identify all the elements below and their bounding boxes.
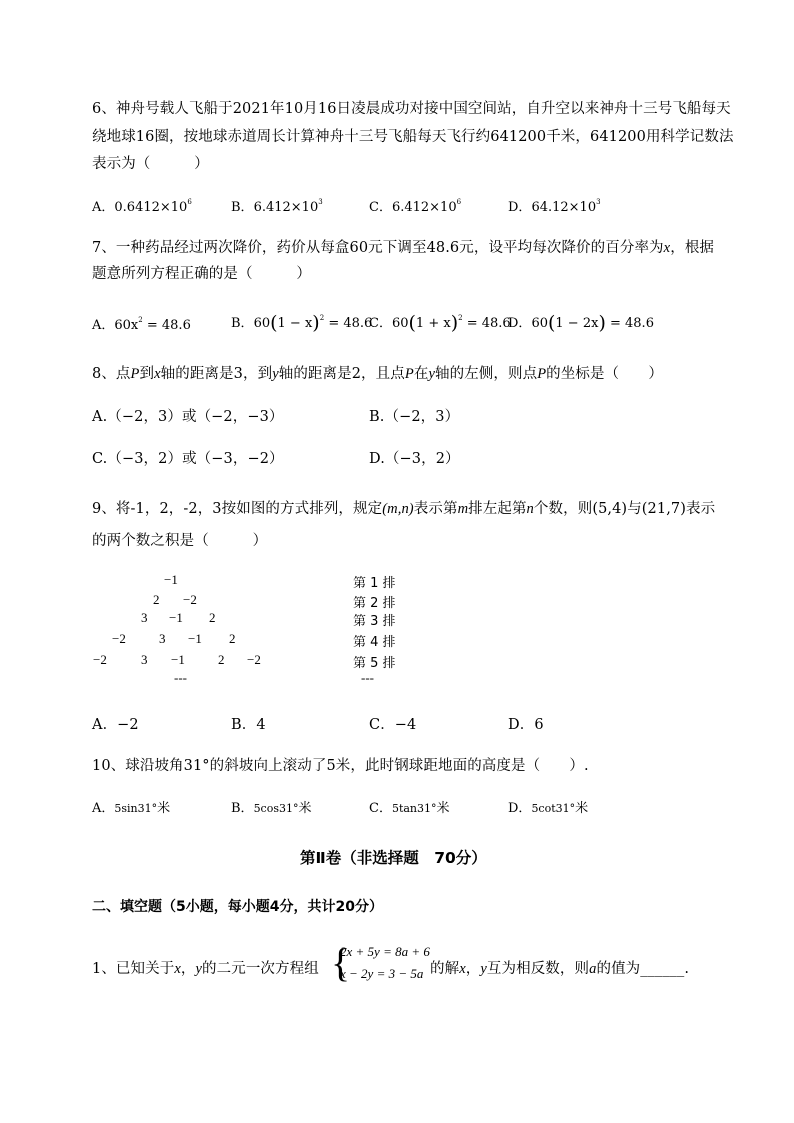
triangle-number: −1 xyxy=(169,610,183,625)
q7-option-b: B．$60(1 - x)^2 = 48.6$ xyxy=(231,312,373,334)
triangle-number: 3 xyxy=(159,631,166,646)
triangle-number: −2 xyxy=(183,592,197,607)
triangle-number: 2 xyxy=(218,652,225,667)
row-label: 第 5 排 xyxy=(353,656,396,671)
q8-option-d: D.（−3，2） xyxy=(369,451,460,467)
q6-line-2: 绕地球16圈，按地球赤道周长计算神舟十三号飞船每天飞行约641200千米，641200用科学记数法 xyxy=(92,129,734,145)
q10-option-a: A．5sin31°米 xyxy=(92,801,171,816)
section-title: 第Ⅱ卷（非选择题 70分） xyxy=(300,849,487,867)
q7-option-c: C．$60(1 + x)^2 = 48.6$ xyxy=(369,312,511,334)
triangle-number: −2 xyxy=(93,652,107,667)
q9-option-c: C．−4 xyxy=(369,717,417,733)
q8-line-1: 8、点P到x轴的距离是3，到y轴的距离是2，且点P在y轴的左侧，则点P的坐标是（ ） xyxy=(92,366,663,382)
triangle-number: 3 xyxy=(141,652,148,667)
q9-option-a: A．−2 xyxy=(92,717,139,733)
q9-option-d: D．6 xyxy=(508,717,544,733)
triangle-number: −2 xyxy=(112,631,126,646)
triangle-number: −1 xyxy=(188,631,202,646)
triangle-number: −1 xyxy=(164,572,178,587)
row-label: 第 4 排 xyxy=(353,635,396,650)
row-dots: --- xyxy=(361,670,374,685)
triangle-number: 3 xyxy=(141,610,148,625)
triangle-number: −2 xyxy=(247,652,261,667)
system-brace: { xyxy=(331,940,351,985)
triangle-number: 2 xyxy=(229,631,236,646)
q6-option-a: A．$0.6412\times 10^6$ xyxy=(92,198,192,215)
q7-option-d: D．60(1 − 2x) = 48.6 xyxy=(508,312,654,334)
q8-option-a: A.（−2，3）或（−2，−3） xyxy=(92,409,284,425)
row-label: 第 2 排 xyxy=(353,596,396,611)
q7-option-a: A．$60x^2 = 48.6$ xyxy=(92,316,191,333)
row-label: 第 1 排 xyxy=(353,576,396,591)
f1-text-start: 1、已知关于x，y的二元一次方程组 xyxy=(92,961,319,977)
q9-line-2: 的两个数之积是（ ） xyxy=(92,533,268,549)
q6-option-d: D．$64.12\times 10^3$ xyxy=(508,198,601,215)
q8-option-b: B.（−2，3） xyxy=(369,409,460,425)
q10-option-c: C．5tan31°米 xyxy=(369,801,450,816)
q9-option-b: B．4 xyxy=(231,717,266,733)
triangle-number: 2 xyxy=(153,592,160,607)
q6-line-3: 表示为（ ） xyxy=(92,156,209,172)
q10-option-b: B．5cos31°米 xyxy=(231,801,312,816)
triangle-number: −1 xyxy=(171,652,185,667)
triangle-number: 2 xyxy=(209,610,216,625)
triangle-dots: --- xyxy=(174,670,187,685)
q6-option-b: B．$6.412\times 10^3$ xyxy=(231,198,323,215)
q10-line-1: 10、球沿坡角31°的斜坡向上滚动了5米，此时钢球距地面的高度是（ ）. xyxy=(92,758,589,774)
q6-option-c: C．$6.412\times 10^6$ xyxy=(369,198,462,215)
q7-line-1: 7、一种药品经过两次降价，药价从每盒60元下调至48.6元，设平均每次降价的百分率为x，根据 xyxy=(92,240,715,256)
q7-line-2: 题意所列方程正确的是（ ） xyxy=(92,266,311,282)
equation-2: x − 2y = 3 − 5a xyxy=(340,966,424,981)
equation-1: 2x + 5y = 8a + 6 xyxy=(340,944,430,959)
q8-option-c: C.（−3，2）或（−3，−2） xyxy=(92,451,284,467)
q9-line-1: 9、将-1，2，-2，3按如图的方式排列，规定(m,n)表示第m排左起第n个数，则(5,4)与(21,7)表示 xyxy=(92,501,716,517)
row-label: 第 3 排 xyxy=(353,614,396,629)
q6-line-1: 6、神舟号载人飞船于2021年10月16日凌晨成功对接中国空间站，自升空以来神舟十三号飞船每天 xyxy=(92,101,731,117)
q10-option-d: D．5cot31°米 xyxy=(508,801,589,816)
f1-text-end: 的解x，y互为相反数，则a的值为______. xyxy=(430,961,690,977)
section-subtitle: 二、填空题（5小题，每小题4分，共计20分） xyxy=(92,899,383,915)
